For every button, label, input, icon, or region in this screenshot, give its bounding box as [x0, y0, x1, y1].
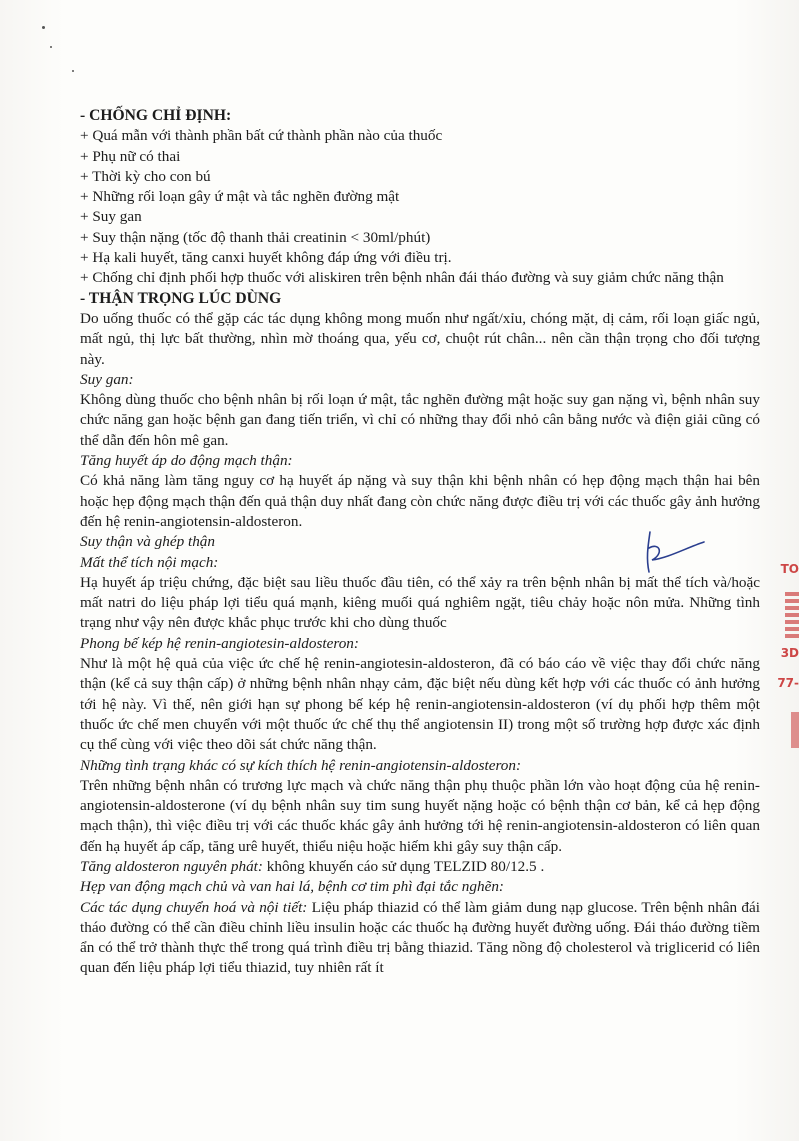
scan-speck [72, 70, 74, 72]
signature-mark [640, 528, 710, 576]
liver-text: Không dùng thuốc cho bệnh nhân bị rối loạn ứ mật, tắc nghẽn đường mật hoặc suy gan nặng vì, bệnh nhân suy chức năng gan hoặc bệnh gan đang tiến triển, vì chỉ có những thay đổi nhỏ cân bằng nước và điện giải cũng có thể dẫn đến hôn mê gan. [80, 391, 760, 449]
aldosteronism-text: không khuyến cáo sử dụng TELZID 80/12.5 . [262, 857, 545, 875]
dual-blockade-heading: Phong bế kép hệ renin-angiotesin-aldosteron: [80, 634, 359, 652]
red-stamp-fragment: 3D [780, 646, 799, 660]
contraindications-title: - CHỐNG CHỈ ĐỊNH: [80, 107, 232, 124]
metabolic-heading: Các tác dụng chuyển hoá và nội tiết: [80, 898, 308, 916]
volume-text: Hạ huyết áp triệu chứng, đặc biệt sau liều thuốc đầu tiên, có thể xảy ra trên bệnh nhân bị mất thể tích và/hoặc mất natri do liệu pháp lợi tiểu quá mạnh, kiêng muối quá nghiêm ngặt, tiêu chảy hoặc nôn mửa. Những tình trạng như vậy nên được khắc phục trước khi cho dùng thuốc [80, 573, 760, 632]
dual-blockade-text: Như là một hệ quả của việc ức chế hệ renin-angiotesin-aldosteron, đã có báo cáo về việc thay đổi chức năng thận (kể cả suy thận cấp) ở những bệnh nhân nhạy cảm, đặc biệt nếu dùng kết hợp với các thuốc có ảnh hưởng tới hệ này. Vì thế, nên giới hạn sự phong bế kép hệ renin-angiotensin-aldosteron (ví dụ phối hợp thêm một thuốc ức chế men chuyển với một thuốc ức chế thụ thể angiotensin II) trong một số trường hợp được xác định cụ thể cùng với việc theo dõi sát chức năng thận. [80, 655, 760, 754]
precautions-title: - THẬN TRỌNG LÚC DÙNG [80, 289, 282, 307]
volume-heading: Mất thể tích nội mạch: [80, 553, 219, 571]
metabolic-text: Liệu pháp thiazid có thể làm giảm dung nạp glucose. Trên bệnh nhân đái tháo đường có thể cần điều chỉnh liều insulin hoặc các thuốc hạ đường huyết đường uống. Đái tháo đường tiềm ẩn có thể trở thành thực thể trong quá trình điều trị bằng thiazid. Tăng nồng độ cholesterol và triglicerid có liên quan đến liệu pháp lợi tiểu thiazid, tuy nhiên rất ít [80, 898, 760, 977]
red-stamp-mark [791, 712, 799, 748]
other-conditions-heading: Những tình trạng khác có sự kích thích hệ renin-angiotensin-aldosteron: [80, 756, 522, 774]
red-stamp-mark [785, 592, 799, 640]
metabolic-paragraph [80, 898, 760, 979]
scan-speck [42, 26, 45, 29]
aldosteronism-paragraph [80, 857, 760, 877]
other-conditions-text: Trên những bệnh nhân có trương lực mạch và chức năng thận phụ thuộc phần lớn vào hoạt động của hệ renin-angiotensin-aldosterone (ví dụ bệnh nhân suy tim sung huyết nặng hoặc có bệnh thận cơ bản, kể cả hẹp động mạch thận), thì việc điều trị với các thuốc khác gây ảnh hưởng tới hệ renin-angiotensin-aldosteron có liên quan đến hạ huyết áp cấp, tăng urê huyết, thiểu niệu hoặc hiếm khi gây suy thận cấp. [80, 776, 760, 855]
contra-item: + Suy thận nặng (tốc độ thanh thải creatinin < 30ml/phút) [80, 228, 431, 246]
contra-item: + Suy gan [80, 208, 142, 226]
renovascular-heading: Tăng huyết áp do động mạch thận: [80, 452, 293, 470]
red-stamp-fragment: 77- [777, 676, 799, 690]
liver-heading: Suy gan: [80, 370, 134, 388]
renovascular-text: Có khả năng làm tăng nguy cơ hạ huyết áp nặng và suy thận khi bệnh nhân có hẹp động mạch thận hai bên hoặc hẹp động mạch thận đến quả thận duy nhất đang còn chức năng được điều trị với các thuốc gây ảnh hưởng đến hệ renin-angiotensin-aldosteron. [80, 472, 760, 530]
contra-item: + Phụ nữ có thai [80, 147, 181, 165]
scan-speck [50, 46, 52, 48]
contra-item: + Quá mẫn với thành phần bất cứ thành phần nào của thuốc [80, 127, 443, 145]
contra-item: + Hạ kali huyết, tăng canxi huyết không đáp ứng với điều trị. [80, 249, 452, 267]
contra-item: + Những rối loạn gây ứ mật và tắc nghẽn đường mật [80, 188, 400, 206]
contra-item: + Thời kỳ cho con bú [80, 167, 211, 185]
red-stamp-fragment: TO [780, 562, 799, 576]
aldosteronism-heading: Tăng aldosteron nguyên phát: [80, 857, 263, 875]
renal-heading: Suy thận và ghép thận [80, 533, 215, 551]
stenosis-heading: Hẹp van động mạch chủ và van hai lá, bệnh cơ tim phì đại tắc nghẽn: [80, 878, 504, 896]
precautions-intro: Do uống thuốc có thể gặp các tác dụng không mong muốn như ngất/xỉu, chóng mặt, dị cảm, rối loạn giấc ngủ, mất ngủ, thị lực bất thường, nhìn mờ thoáng qua, yếu cơ, chuột rút chân... nên cần thận trọng cho đối tượng này. [80, 309, 760, 368]
contra-item: + Chống chỉ định phối hợp thuốc với aliskiren trên bệnh nhân đái tháo đường và suy giảm chức năng thận [80, 269, 724, 287]
